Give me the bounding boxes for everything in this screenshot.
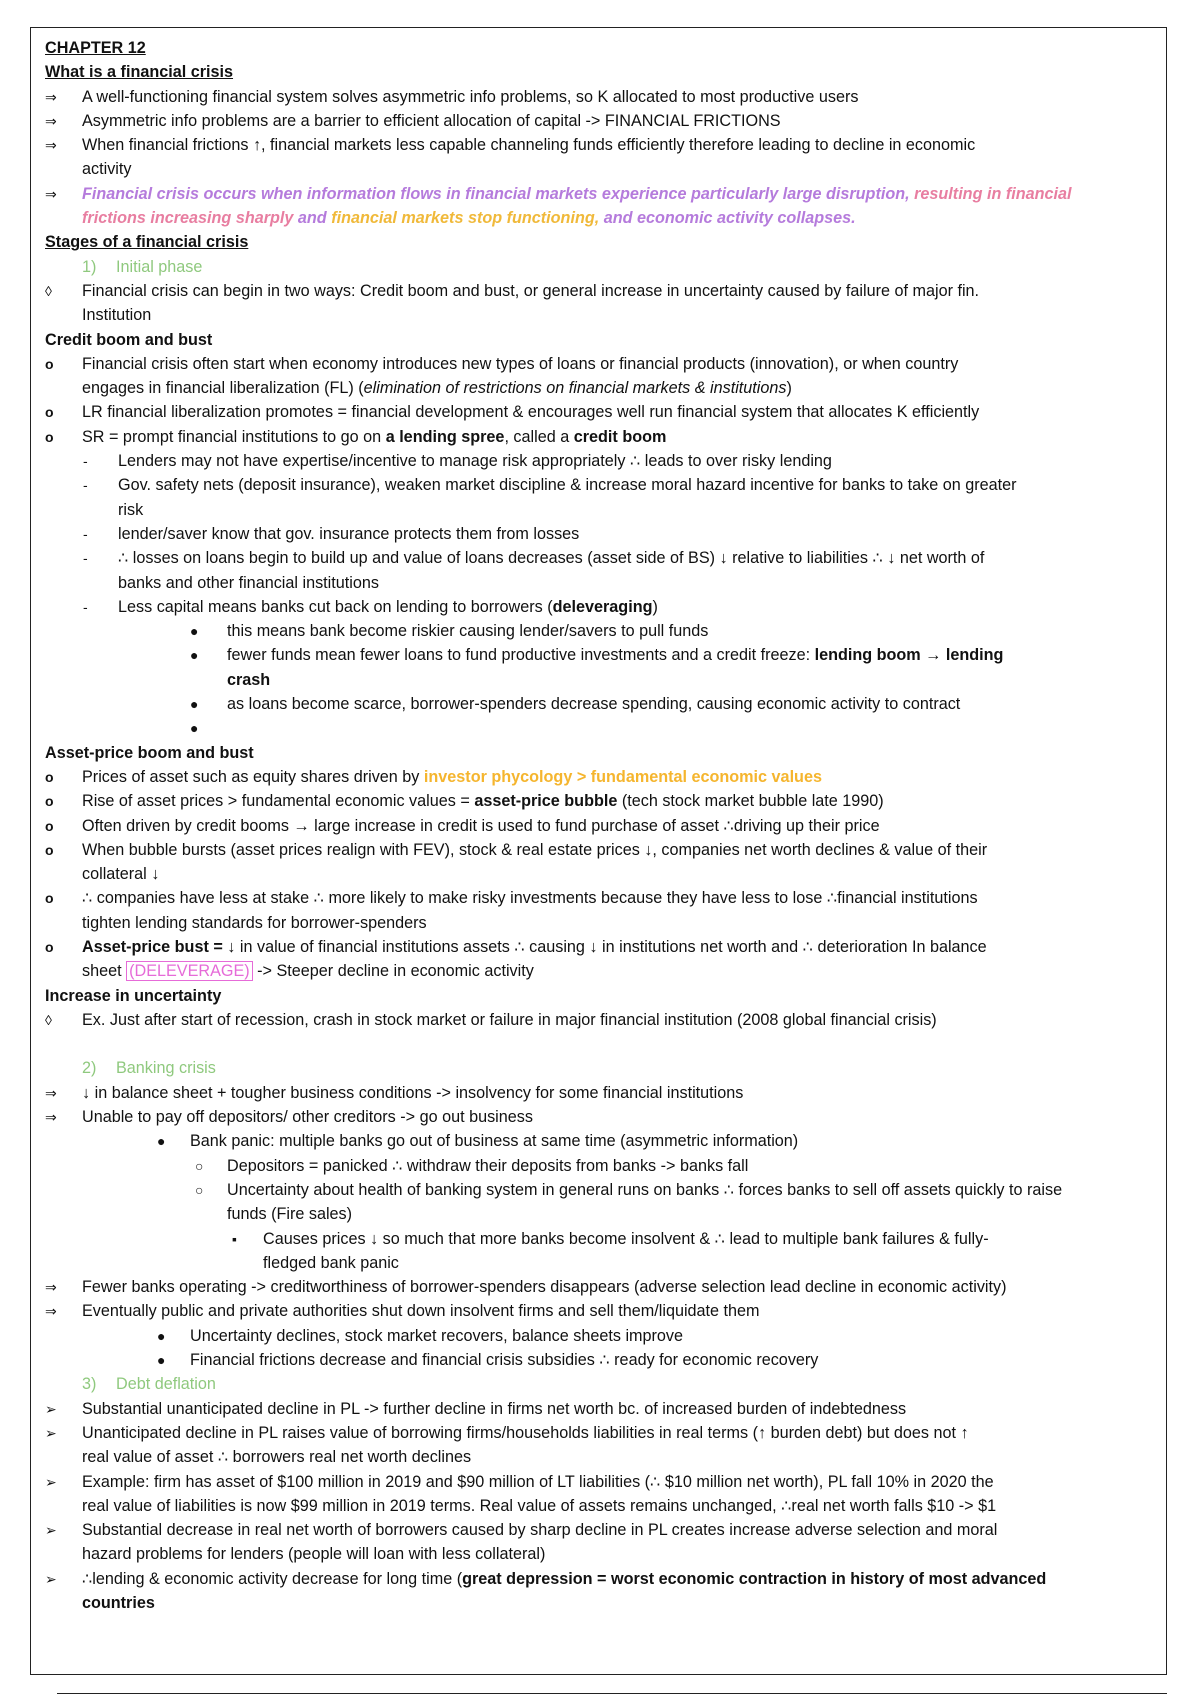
subsection-title-uncertainty: Increase in uncertainty	[45, 986, 222, 1005]
notes-content	[45, 36, 1155, 1615]
phase-heading: 3) Debt deflation	[82, 1375, 216, 1394]
arrowhead-icon: ➢	[45, 1522, 57, 1539]
list-item: ● Financial frictions decrease and financial crisis subsidies ∴ ready for economic recovery	[45, 1348, 1155, 1372]
list-item-continued: hazard problems for lenders (people will loan with less collateral)	[82, 1545, 546, 1564]
diamond-icon: ◊	[45, 1011, 52, 1028]
list-item: ● as loans become scarce, borrower-spenders decrease spending, causing economic activity to contract	[45, 692, 1155, 716]
section-title-what-is: What is a financial crisis	[45, 63, 234, 82]
list-item-continued: real value of liabilities is now $99 million in 2019 terms. Real value of assets remains unchanged, ∴real net worth falls $10 -> $1	[82, 1496, 997, 1515]
list-item: ◊ Ex. Just after start of recession, crash in stock market or failure in major financial institution (2008 global financial crisis)	[45, 1008, 1155, 1032]
list-item-continued: crash	[227, 670, 271, 689]
arrow-icon: ⇒	[45, 112, 57, 129]
list-item: ⇒ A well-functioning financial system solves asymmetric info problems, so K allocated to most productive users	[45, 85, 1155, 109]
circle-bullet-icon: o	[45, 768, 54, 785]
list-item: - Gov. safety nets (deposit insurance), weaken market discipline & increase moral hazard incentive for banks to take on greater	[45, 473, 1155, 497]
list-item: ○ Depositors = panicked ∴ withdraw their deposits from banks -> banks fall	[45, 1154, 1155, 1178]
footer-rule	[57, 1693, 1167, 1694]
arrow-icon: ⇒	[45, 88, 57, 105]
circle-bullet-icon: o	[45, 817, 54, 834]
list-item: o Asset-price bust = ↓ in value of financial institutions assets ∴ causing ↓ in institutions net worth and ∴ deterioration In balance	[45, 935, 1155, 959]
list-item: ⇒ Asymmetric info problems are a barrier to efficient allocation of capital -> FINANCIAL FRICTIONS	[45, 109, 1155, 133]
list-item-empty	[45, 716, 1155, 740]
list-item: - ∴ losses on loans begin to build up and value of loans decreases (asset side of BS) ↓ relative to liabilities ∴ ↓ net worth of	[45, 546, 1155, 570]
list-item: ● Uncertainty declines, stock market recovers, balance sheets improve	[45, 1324, 1155, 1348]
dash-icon: -	[83, 453, 88, 470]
small-circle-icon: ○	[195, 1157, 204, 1174]
circle-bullet-icon: o	[45, 938, 54, 955]
list-item: - lender/saver know that gov. insurance protects them from losses	[45, 522, 1155, 546]
list-item: o Prices of asset such as equity shares driven by investor phycology > fundamental economic values	[45, 765, 1155, 789]
section-title-stages: Stages of a financial crisis	[45, 233, 249, 252]
list-item-continued: tighten lending standards for borrower-spenders	[82, 913, 427, 932]
arrow-icon: ⇒	[45, 1109, 57, 1126]
bullet-icon: ●	[190, 623, 199, 640]
subsection-title-credit: Credit boom and bust	[45, 330, 213, 349]
arrow-icon: ⇒	[45, 1303, 57, 1320]
circle-bullet-icon: o	[45, 355, 54, 372]
bullet-icon: ●	[157, 1352, 166, 1369]
list-item-continued: banks and other financial institutions	[118, 573, 379, 592]
list-item-continued: risk	[118, 500, 144, 519]
list-item-continued: Institution	[82, 306, 152, 325]
arrow-icon: ⇒	[45, 1279, 57, 1296]
chapter-title: CHAPTER 12	[45, 39, 146, 57]
arrow-icon: ⇒	[45, 185, 57, 202]
arrowhead-icon: ➢	[45, 1473, 57, 1490]
list-item: ○ Uncertainty about health of banking system in general runs on banks ∴ forces banks to sell off assets quickly to raise	[45, 1178, 1155, 1202]
arrowhead-icon: ➢	[45, 1570, 57, 1587]
highlighted-definition: ⇒ Financial crisis occurs when information flows in financial markets experience particularly large disruption, resulting in financial	[45, 182, 1155, 206]
list-item: o Rise of asset prices > fundamental economic values = asset-price bubble (tech stock market bubble late 1990)	[45, 789, 1155, 813]
list-item-continued: collateral ↓	[82, 865, 160, 884]
list-item: o Often driven by credit booms → large increase in credit is used to fund purchase of asset ∴driving up their price	[45, 814, 1155, 838]
highlighted-definition-continued: frictions increasing sharply and financial markets stop functioning, and economic activity collapses.	[82, 209, 856, 228]
page-frame	[30, 27, 1167, 1675]
arrow-icon: ⇒	[45, 1084, 57, 1101]
list-item-continued: activity	[82, 160, 132, 179]
square-bullet-icon: ▪	[232, 1230, 237, 1247]
diamond-icon: ◊	[45, 282, 52, 299]
subsection-title-asset: Asset-price boom and bust	[45, 743, 254, 762]
dash-icon: -	[83, 598, 88, 615]
list-item: ➢ Example: firm has asset of $100 million in 2019 and $90 million of LT liabilities (∴ $10 million net worth), PL fall 10% in 2020 the	[45, 1470, 1155, 1494]
circle-bullet-icon: o	[45, 841, 54, 858]
circle-bullet-icon: o	[45, 428, 54, 445]
list-item: ➢ Substantial unanticipated decline in PL -> further decline in firms net worth bc. of increased burden of indebtedness	[45, 1397, 1155, 1421]
arrowhead-icon: ➢	[45, 1424, 57, 1441]
list-item-continued: countries	[82, 1594, 155, 1612]
dash-icon: -	[83, 525, 88, 542]
list-item: ⇒ Unable to pay off depositors/ other creditors -> go out business	[45, 1105, 1155, 1129]
circle-bullet-icon: o	[45, 404, 54, 421]
list-item: o LR financial liberalization promotes = financial development & encourages well run financial system that allocates K efficiently	[45, 400, 1155, 424]
list-item: - Less capital means banks cut back on lending to borrowers (deleveraging)	[45, 595, 1155, 619]
list-item: ⇒ ↓ in balance sheet + tougher business conditions -> insolvency for some financial institutions	[45, 1081, 1155, 1105]
list-item: - Lenders may not have expertise/incentive to manage risk appropriately ∴ leads to over risky lending	[45, 449, 1155, 473]
small-circle-icon: ○	[195, 1181, 204, 1198]
circle-bullet-icon: o	[45, 793, 54, 810]
phase-heading: 2) Banking crisis	[82, 1059, 216, 1078]
list-item-continued: funds (Fire sales)	[227, 1205, 353, 1224]
list-item: ● fewer funds mean fewer loans to fund productive investments and a credit freeze: lending boom → lending	[45, 643, 1155, 667]
list-item-continued: sheet (DELEVERAGE) -> Steeper decline in economic activity	[82, 962, 534, 981]
circle-bullet-icon: o	[45, 890, 54, 907]
list-item-continued: engages in financial liberalization (FL) (elimination of restrictions on financial markets & institutions)	[82, 379, 792, 398]
list-item: ⇒ Fewer banks operating -> creditworthiness of borrower-spenders disappears (adverse selection lead decline in economic activity)	[45, 1275, 1155, 1299]
phase-heading: 1) Initial phase	[82, 257, 203, 276]
arrow-icon: ⇒	[45, 137, 57, 154]
bullet-icon: ●	[190, 720, 199, 737]
list-item: ▪ Causes prices ↓ so much that more banks become insolvent & ∴ lead to multiple bank failures & fully-	[45, 1227, 1155, 1251]
list-item: ➢ ∴lending & economic activity decrease for long time (great depression = worst economic contraction in history of most advanced	[45, 1567, 1155, 1591]
list-item: ⇒ Eventually public and private authorities shut down insolvent firms and sell them/liquidate them	[45, 1299, 1155, 1323]
list-item: ● this means bank become riskier causing lender/savers to pull funds	[45, 619, 1155, 643]
list-item: o ∴ companies have less at stake ∴ more likely to make risky investments because they have less to lose ∴financial institutions	[45, 886, 1155, 910]
list-item-continued: real value of asset ∴ borrowers real net worth declines	[82, 1448, 472, 1467]
list-item: o When bubble bursts (asset prices realign with FEV), stock & real estate prices ↓, companies net worth declines & value of their	[45, 838, 1155, 862]
list-item: ◊ Financial crisis can begin in two ways: Credit boom and bust, or general increase in uncertainty caused by failure of major fin.	[45, 279, 1155, 303]
list-item: ➢ Unanticipated decline in PL raises value of borrowing firms/households liabilities in real terms (↑ burden debt) but does not ↑	[45, 1421, 1155, 1445]
bullet-icon: ●	[190, 696, 199, 713]
arrowhead-icon: ➢	[45, 1400, 57, 1417]
list-item: o Financial crisis often start when economy introduces new types of loans or financial products (innovation), or when country	[45, 352, 1155, 376]
dash-icon: -	[83, 550, 88, 567]
blank-line	[45, 1032, 1155, 1056]
bullet-icon: ●	[190, 647, 199, 664]
dash-icon: -	[83, 477, 88, 494]
bullet-icon: ●	[157, 1133, 166, 1150]
list-item-continued: fledged bank panic	[263, 1253, 399, 1272]
deleverage-tag: (DELEVERAGE)	[126, 961, 253, 981]
list-item: ● Bank panic: multiple banks go out of business at same time (asymmetric information)	[45, 1129, 1155, 1153]
list-item: ➢ Substantial decrease in real net worth of borrowers caused by sharp decline in PL creates increase adverse selection and moral	[45, 1518, 1155, 1542]
bullet-icon: ●	[157, 1327, 166, 1344]
list-item: ⇒ When financial frictions ↑, financial markets less capable channeling funds efficiently therefore leading to decline in economic	[45, 133, 1155, 157]
list-item: o SR = prompt financial institutions to go on a lending spree, called a credit boom	[45, 425, 1155, 449]
